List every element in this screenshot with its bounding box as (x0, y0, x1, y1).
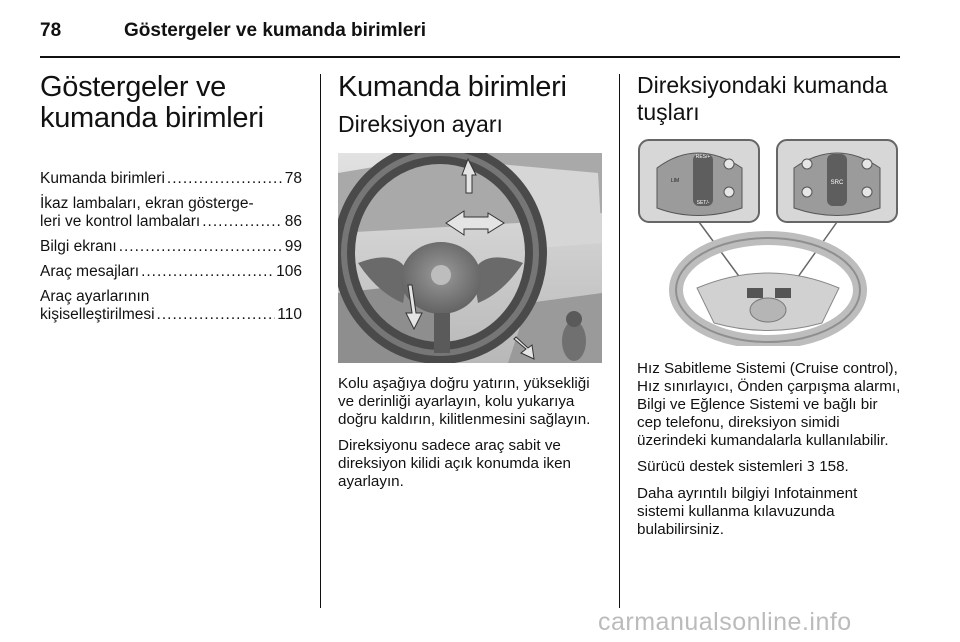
lim-button-label: LIM (670, 178, 680, 184)
toc-leader-dots (202, 213, 283, 231)
toc-entry-bilgi[interactable] (40, 238, 302, 256)
toc-page-number: 106 (276, 263, 302, 280)
set-button-label: SET/- (696, 200, 710, 206)
toc-leader-dots (167, 170, 283, 188)
page-number: 78 (40, 20, 62, 41)
left-column (40, 72, 302, 324)
src-button-label: SRC (830, 180, 844, 186)
paragraph: Kolu aşağıya doğru yatırın, yüksekliği ve derinliği ayarlayın, kolu yukarıya doğru kaldırın, kilitlenmesini sağlayın. (338, 375, 591, 428)
paragraph: Hız Sabitleme Sistemi (Cruise control), Hız sınırlayıcı, Önden çarpışma alarmı, Bilgi ve Eğlence Sistemi ve bağlı bir cep telefonu, direksiyon simidi üzerindeki kumandalarla kullanılabilir. (637, 360, 901, 449)
toc-label: Araç mesajları (40, 263, 140, 280)
cross-reference (637, 458, 903, 477)
column-divider-2 (619, 74, 620, 608)
toc-leader-dots (157, 306, 276, 324)
toc-entry-ayarlar[interactable] (40, 288, 302, 324)
toc-leader-dots (119, 238, 283, 256)
middle-column (338, 72, 604, 499)
section-title-line1: Direksiyondaki kumanda (637, 72, 888, 98)
section-title-line2: tuşları (637, 99, 700, 125)
steering-wheel-drawing (338, 153, 602, 363)
subsection-title: Direksiyon ayarı (338, 111, 503, 137)
column-divider-1 (320, 74, 321, 608)
reference-arrow-icon: 3 (806, 460, 815, 475)
toc-label-line: leri ve kontrol lambaları (40, 213, 201, 230)
steering-controls-illustration (637, 138, 899, 346)
chapter-title-line1: Göstergeler ve (40, 71, 226, 103)
toc-entry-mesajlar[interactable] (40, 263, 302, 281)
toc-label: Kumanda birimleri (40, 170, 165, 187)
paragraph: Daha ayrıntılı bilgiyi Infotainment sistemi kullanma kılavuzunda bulabilirsiniz. (637, 485, 858, 538)
steering-adjustment-illustration (338, 153, 602, 363)
steering-adjust-text (338, 375, 604, 491)
toc-leader-dots (141, 263, 274, 281)
page-header (40, 14, 900, 58)
section-title: Kumanda birimleri (338, 71, 567, 103)
reference-text: Sürücü destek sistemleri (637, 458, 803, 475)
toc-page-number: 99 (284, 238, 302, 255)
toc-page-number: 86 (284, 213, 302, 230)
running-title: Göstergeler ve kumanda birimleri (124, 20, 427, 41)
toc-page-number: 78 (284, 170, 302, 187)
toc-entry-ikaz[interactable] (40, 195, 302, 231)
toc-page-number: 110 (277, 306, 302, 323)
reference-page: 158. (819, 458, 849, 475)
toc-label-line: kişiselleştirilmesi (40, 306, 155, 323)
toc-entry-kumanda[interactable] (40, 170, 302, 188)
toc-label-line: Araç ayarlarının (40, 288, 150, 305)
controls-text (637, 360, 903, 539)
steering-controls-drawing (637, 138, 899, 346)
section-title (637, 72, 903, 126)
table-of-contents (40, 170, 302, 324)
header-rule (40, 56, 900, 58)
res-button-label: RES/+ (695, 154, 711, 160)
site-watermark: carmanualsonline.info (598, 608, 852, 636)
toc-label-line: İkaz lambaları, ekran gösterge- (40, 195, 254, 212)
chapter-title-line2: kumanda birimleri (40, 102, 264, 134)
paragraph: Direksiyonu sadece araç sabit ve direksiyon kilidi açık konumda iken ayarlayın. (338, 437, 571, 490)
right-column (637, 72, 903, 547)
toc-label: Bilgi ekranı (40, 238, 117, 255)
chapter-title (40, 72, 302, 134)
